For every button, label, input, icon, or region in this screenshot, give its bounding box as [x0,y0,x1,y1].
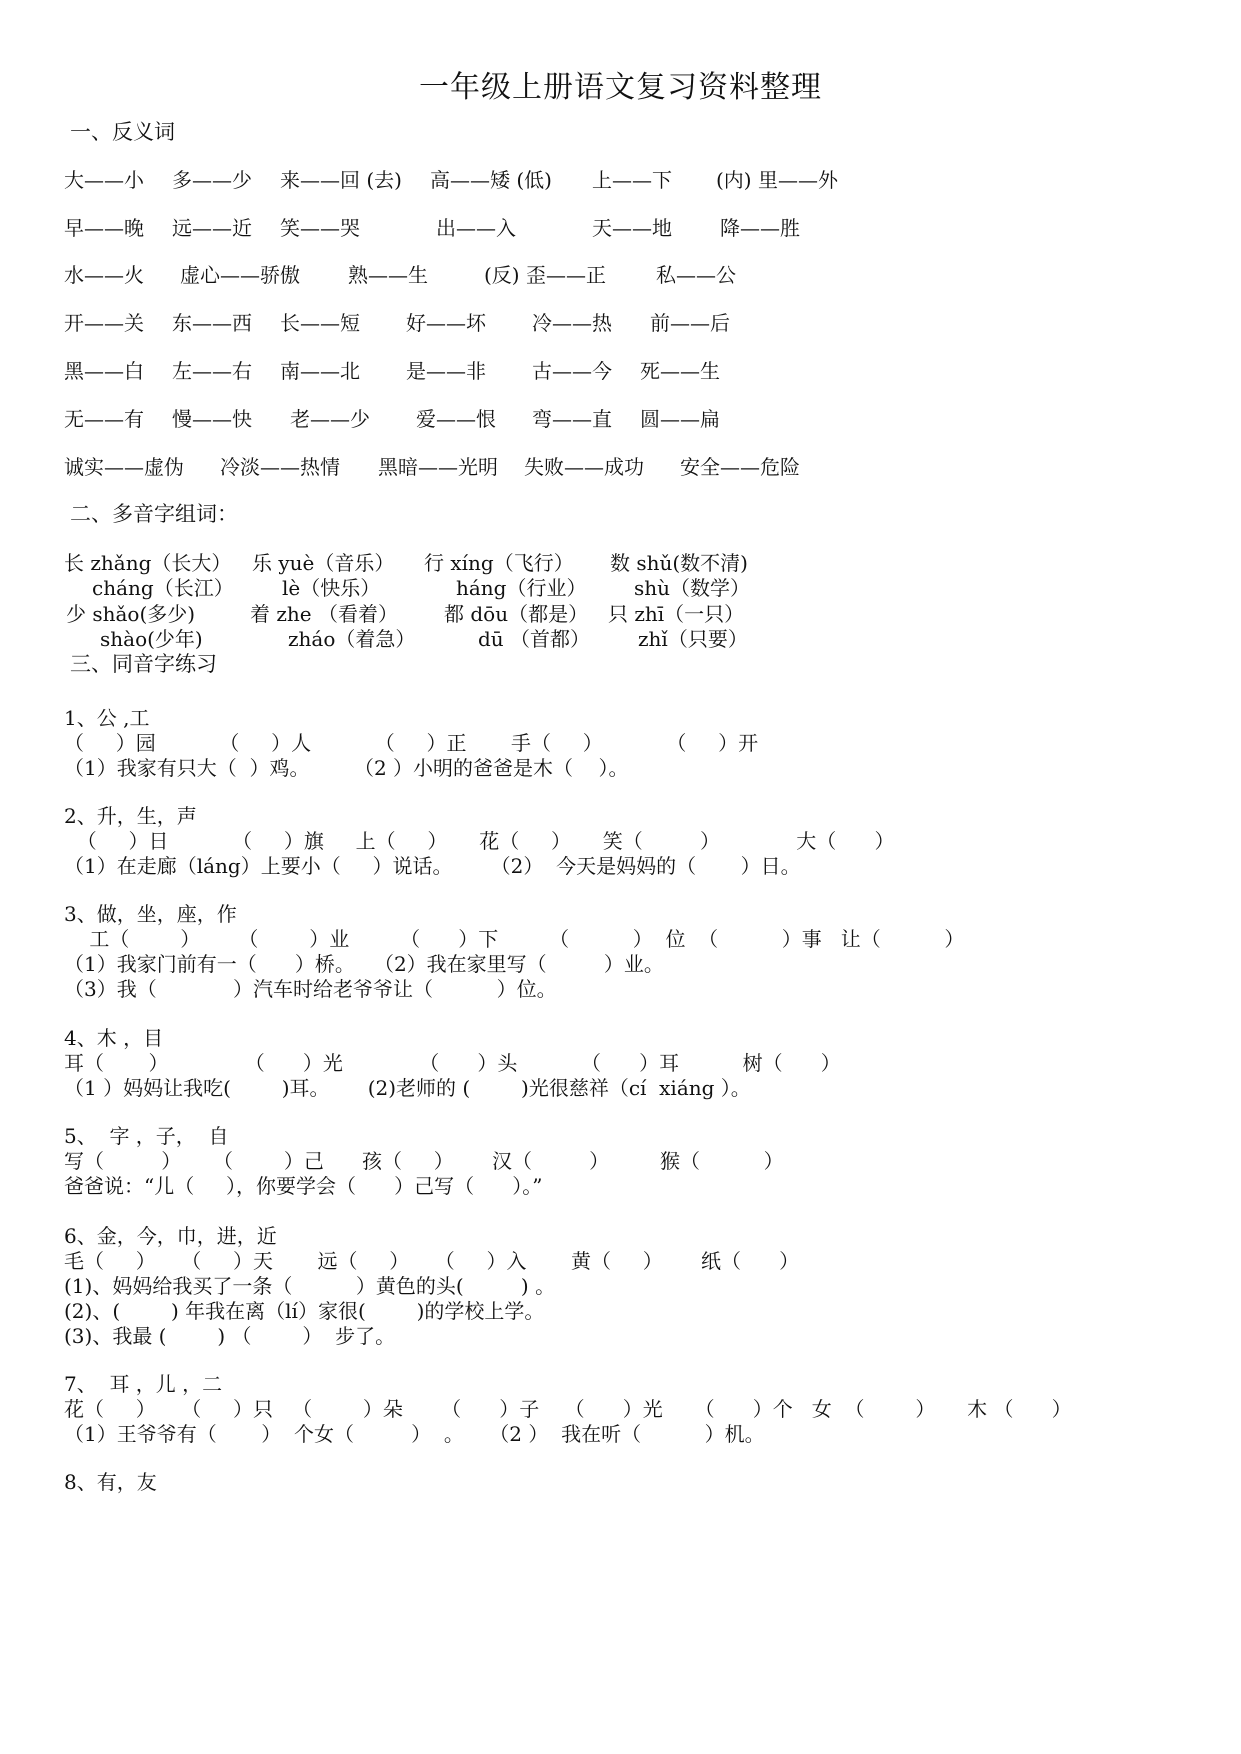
exercise-line: （1）在走廊（láng）上要小（ ）说话。 （2） 今天是妈妈的（ ）日。 [64,854,801,878]
antonym-pair: 南——北 [280,359,360,383]
exercise-title: 4、木 ，目 [64,1026,164,1050]
polyphone-entry: 少 shǎo(多少) [66,602,196,626]
exercise-line: 耳（ ） （ ）光 （ ）头 （ ）耳 树（ ） [64,1051,841,1075]
antonym-pair: 大——小 [64,168,144,192]
exercise-title: 2、升，生，声 [64,804,197,828]
exercise-title: 8、有，友 [64,1470,157,1494]
exercise-line: (1)、妈妈给我买了一条（ ）黄色的头( ) 。 [64,1274,556,1298]
antonym-pair: 降——胜 [720,216,800,240]
polyphone-entry: háng（行业） [456,576,587,600]
polyphone-entry: zhǐ（只要） [638,627,748,651]
polyphone-entry: zháo（着急） [288,627,416,651]
antonym-pair: 开——关 [64,311,144,335]
antonym-pair: (内) 里——外 [716,168,838,192]
antonym-pair: (反) 歪——正 [484,263,606,287]
antonym-pair: 好——坏 [406,311,486,335]
antonym-pair: 古——今 [532,359,612,383]
polyphone-entry: cháng（长江） [92,576,234,600]
exercise-line: 写（ ） （ ）己 孩（ ） 汉（ ） 猴（ ） [64,1149,784,1173]
page-title: 一年级上册语文复习资料整理 [419,70,822,105]
section-heading-homophones: 三、同音字练习 [70,652,217,676]
antonym-pair: 远——近 [172,216,252,240]
antonym-pair: 老——少 [290,407,370,431]
antonym-pair: 是——非 [406,359,486,383]
antonym-pair: 私——公 [656,263,736,287]
polyphone-entry: 数 shǔ(数不清) [610,551,748,575]
exercise-line: （1）我家门前有一（ ）桥。 （2）我在家里写（ ）业。 [64,952,664,976]
exercise-title: 6、金，今，巾，进，近 [64,1224,277,1248]
antonym-pair: 早——晚 [64,216,144,240]
antonym-pair: 高——矮 (低) [430,168,552,192]
antonym-pair: 安全——危险 [680,455,800,479]
antonym-pair: 黑暗——光明 [378,455,498,479]
exercise-title: 3、做，坐，座，作 [64,902,237,926]
exercise-line: （1）我家有只大（ ）鸡。 （2 ）小明的爸爸是木（ ）。 [64,756,629,780]
antonym-pair: 熟——生 [348,263,428,287]
exercise-line: 毛（ ） （ ）天 远（ ） （ ）入 黄（ ） 纸（ ） [64,1249,800,1273]
polyphone-entry: 行 xíng（飞行） [424,551,574,575]
exercise-line: （1 ）妈妈让我吃( )耳。 (2)老师的 ( )光很慈祥（cí xiáng ）。 [64,1076,751,1100]
exercise-line: 花（ ） （ ）只 （ ）朵 （ ）子 （ ）光 （ ）个 女 （ ） 木 （ ） [64,1397,1072,1421]
exercise-line: 工（ ） （ ）业 （ ）下 （ ） 位 （ ）事 让（ ） [64,927,965,951]
antonym-pair: 黑——白 [64,359,144,383]
antonym-pair: 冷——热 [532,311,612,335]
antonym-pair: 冷淡——热情 [220,455,340,479]
polyphone-entry: shù（数学） [634,576,751,600]
antonym-pair: 前——后 [650,311,730,335]
antonym-pair: 长——短 [280,311,360,335]
polyphone-entry: shào(少年) [100,627,203,651]
exercise-line: (3)、我最 ( ) （ ） 步了。 [64,1324,396,1348]
antonym-pair: 虚心——骄傲 [180,263,300,287]
exercise-title: 7、 耳 ，儿 ，二 [64,1372,223,1396]
antonym-pair: 圆——扁 [640,407,720,431]
exercise-title: 5、 字 ，子， 自 [64,1124,229,1148]
antonym-pair: 无——有 [64,407,144,431]
exercise-line: 爸爸说：“儿（ ），你要学会（ ）己写（ ）。” [64,1174,543,1198]
antonym-pair: 出——入 [436,216,516,240]
polyphone-entry: 长 zhǎng（长大） [64,551,232,575]
polyphone-entry: 着 zhe （看着） [250,602,398,626]
antonym-pair: 笑——哭 [280,216,360,240]
section-heading-polyphones: 二、多音字组词： [70,502,238,526]
polyphone-entry: 都 dōu（都是） [444,602,589,626]
exercise-line: （1）王爷爷有（ ） 个女（ ） 。 （2 ） 我在听（ ）机。 [64,1422,765,1446]
antonym-pair: 左——右 [172,359,252,383]
antonym-pair: 爱——恨 [416,407,496,431]
antonym-pair: 诚实——虚伪 [64,455,184,479]
polyphone-entry: 乐 yuè（音乐） [252,551,395,575]
antonym-pair: 来——回 (去) [280,168,402,192]
exercise-title: 1、公 ,工 [64,706,150,730]
antonym-pair: 天——地 [592,216,672,240]
antonym-pair: 失败——成功 [524,455,644,479]
polyphone-entry: 只 zhī（一只） [608,602,745,626]
exercise-line: （3）我（ ）汽车时给老爷爷让（ ）位。 [64,977,557,1001]
polyphone-entry: dū （首都） [478,627,591,651]
antonym-pair: 东——西 [172,311,252,335]
antonym-pair: 上——下 [592,168,672,192]
polyphone-entry: lè（快乐） [282,576,381,600]
section-heading-antonyms: 一、反义词 [70,120,175,144]
exercise-line: （ ）园 （ ）人 （ ）正 手（ ） （ ）开 [64,731,759,755]
antonym-pair: 慢——快 [172,407,252,431]
antonym-pair: 水——火 [64,263,144,287]
exercise-line: (2)、( ) 年我在离（lí）家很( )的学校上学。 [64,1299,545,1323]
antonym-pair: 死——生 [640,359,720,383]
antonym-pair: 多——少 [172,168,252,192]
antonym-pair: 弯——直 [532,407,612,431]
exercise-line: （ ）日 （ ）旗 上（ ） 花（ ） 笑（ ） 大（ ） [64,829,895,853]
